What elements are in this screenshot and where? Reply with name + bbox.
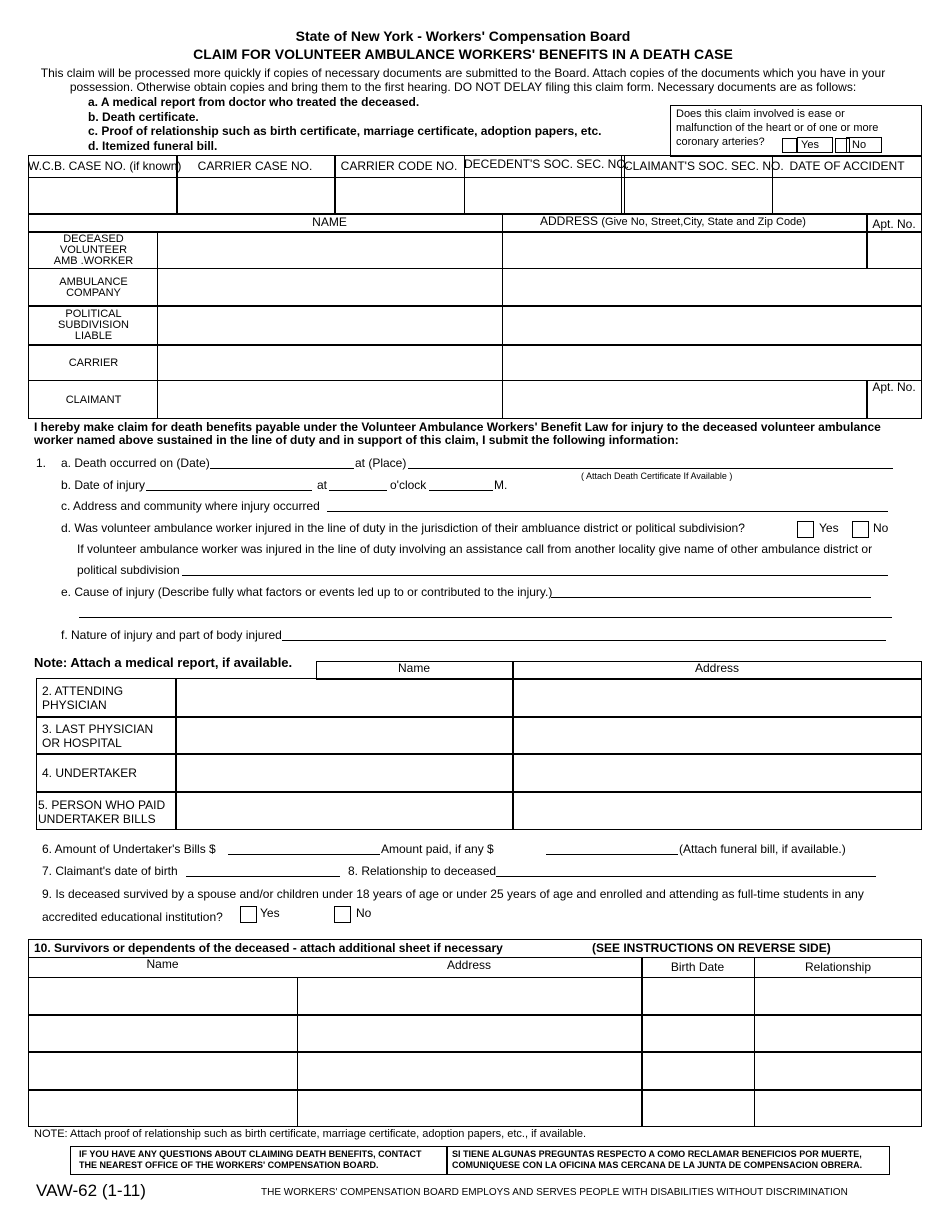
- attending-physician-address-input[interactable]: [515, 680, 921, 715]
- document-item-b: b. Death certificate.: [88, 110, 199, 124]
- person-paid-undertaker-label: 5. PERSON WHO PAID UNDERTAKER BILLS: [38, 797, 166, 826]
- survivor-2-name-input[interactable]: [30, 1016, 296, 1051]
- heart-yes-label: Yes: [801, 139, 819, 151]
- q1a-place-field[interactable]: [408, 468, 893, 469]
- attach-death-certificate-note: ( Attach Death Certificate If Available ): [581, 471, 733, 481]
- survivor-4-name-input[interactable]: [30, 1091, 296, 1126]
- q7-field[interactable]: [186, 876, 340, 877]
- claimant-ssn-input[interactable]: [626, 179, 771, 213]
- survivor-4-relationship-input[interactable]: [756, 1091, 921, 1126]
- document-item-a: a. A medical report from doctor who treated the deceased.: [88, 95, 420, 109]
- undertaker-label: 4. UNDERTAKER: [42, 766, 137, 780]
- q1d-no-checkbox[interactable]: [852, 521, 869, 538]
- contact-spanish-line-2: COMUNIQUESE CON LA OFICINA MAS CERCANA DE LA JUNTA DE COMPENSACION OBRERA.: [452, 1160, 863, 1170]
- undertaker-address-input[interactable]: [515, 755, 921, 790]
- q1e-field-1[interactable]: [551, 597, 871, 598]
- survivors-col-divider-3: [754, 957, 755, 1127]
- survivor-4-address-input[interactable]: [299, 1091, 640, 1126]
- survivors-col-divider-1: [297, 977, 298, 1127]
- survivors-birthdate-header: Birth Date: [670, 960, 725, 974]
- parties-address-hint: (Give No, Street,City, State and Zip Code): [601, 216, 806, 228]
- relationship-proof-note: NOTE: Attach proof of relationship such as birth certificate, marriage certificate, adoption papers, etc., if available.: [34, 1128, 587, 1140]
- q1c-field[interactable]: [327, 511, 888, 512]
- survivors-col-divider-2: [641, 957, 643, 1127]
- q1b-ampm-field[interactable]: [429, 490, 493, 491]
- survivors-name-header: Name: [146, 957, 179, 971]
- q1b-m-label: M.: [494, 478, 508, 492]
- survivor-1-relationship-input[interactable]: [756, 979, 921, 1014]
- q1b-at-label: at: [317, 478, 328, 492]
- medical-address-header: Address: [694, 661, 740, 675]
- survivor-2-address-input[interactable]: [299, 1016, 640, 1051]
- survivors-relationship-header: Relationship: [804, 960, 872, 974]
- survivor-2-relationship-input[interactable]: [756, 1016, 921, 1051]
- parties-address-header: [540, 214, 806, 228]
- claimant-ssn-header: CLAIMANT'S SOC. SEC. NO.: [624, 159, 784, 173]
- q1b-time-field[interactable]: [329, 490, 387, 491]
- q1f-field[interactable]: [282, 640, 886, 641]
- carrier-code-input[interactable]: [337, 179, 463, 213]
- q6-paid-field[interactable]: [546, 854, 678, 855]
- heart-question-line-2: malfunction of the heart or of one or more: [676, 122, 879, 134]
- wcb-case-header: W.C.B. CASE NO. (if known): [28, 159, 182, 173]
- q6-amount-label: 6. Amount of Undertaker's Bills $: [42, 842, 216, 856]
- survivors-title: 10. Survivors or dependents of the deceased - attach additional sheet if necessary: [34, 941, 503, 955]
- q1c-label: c. Address and community where injury occurred: [61, 499, 320, 513]
- contact-spanish-line-1: SI TIENE ALGUNAS PREGUNTAS RESPECTO A COMO RECLAMAR BENEFICIOS POR MUERTE,: [452, 1149, 862, 1159]
- q1a-date-field[interactable]: [210, 468, 354, 469]
- question-1-number: 1.: [36, 456, 47, 470]
- claimant-name-input[interactable]: [158, 381, 501, 419]
- wcb-case-input[interactable]: [30, 179, 175, 213]
- party-label-claimant: CLAIMANT: [65, 393, 122, 406]
- survivors-header-divider: [28, 977, 922, 978]
- deceased-address-input[interactable]: [503, 232, 865, 268]
- q7-label: 7. Claimant's date of birth: [42, 864, 178, 878]
- deceased-apt-input[interactable]: [868, 232, 921, 268]
- q1a-date-label: a. Death occurred on (Date): [61, 456, 210, 470]
- survivor-3-name-input[interactable]: [30, 1053, 296, 1089]
- ambulance-company-address-input[interactable]: [503, 270, 921, 305]
- heart-no-label: No: [852, 139, 867, 151]
- intro-line-2: possession. Otherwise obtain copies and bring them to the first hearing. DO NOT DELAY filing this claim form. Necessary documents are as follows:: [69, 80, 857, 94]
- last-physician-address-input[interactable]: [515, 718, 921, 752]
- intro-line-1: This claim will be processed more quickly if copies of necessary documents are submitted to the Board. Attach copies of the documents which you have in your: [40, 66, 886, 80]
- survivor-1-name-input[interactable]: [30, 979, 296, 1014]
- carrier-name-input[interactable]: [158, 346, 501, 380]
- survivor-2-birthdate-input[interactable]: [644, 1016, 753, 1051]
- q9-line-1: 9. Is deceased survived by a spouse and/or children under 18 years of age or under 25 years of age and enrolled and attending as full-time students in any: [42, 887, 864, 901]
- parties-row-divider-1: [28, 268, 922, 269]
- q6-paid-label: Amount paid, if any $: [381, 842, 494, 856]
- attending-physician-name-input[interactable]: [178, 680, 511, 715]
- carrier-case-header: CARRIER CASE NO.: [197, 159, 313, 173]
- contact-english-line-2: THE NEAREST OFFICE OF THE WORKERS' COMPENSATION BOARD.: [79, 1160, 379, 1170]
- carrier-code-header: CARRIER CODE NO.: [340, 159, 458, 173]
- survivor-1-address-input[interactable]: [299, 979, 640, 1014]
- q1d-yes-label: Yes: [819, 521, 839, 535]
- document-item-d: d. Itemized funeral bill.: [88, 139, 218, 153]
- q1d-no-label: No: [873, 521, 889, 535]
- party-label-political-subdivision: POLITICAL SUBDIVISION LIABLE: [58, 308, 129, 342]
- claim-statement-line-2: worker named above sustained in the line of duty and in support of this claim, I submit the following information:: [34, 433, 679, 447]
- q1b-oclock-label: o'clock: [390, 478, 427, 492]
- q1e-label: e. Cause of injury (Describe fully what factors or events led up to or contributed to the injury.): [61, 585, 553, 599]
- medical-report-note: Note: Attach a medical report, if available.: [34, 655, 293, 670]
- q1a-place-label: at (Place): [355, 456, 407, 470]
- q1d-yes-checkbox[interactable]: [797, 521, 814, 538]
- survivor-4-birthdate-input[interactable]: [644, 1091, 753, 1126]
- q8-field[interactable]: [496, 876, 876, 877]
- survivors-address-header: Address: [446, 958, 492, 972]
- survivors-instructions: (SEE INSTRUCTIONS ON REVERSE SIDE): [592, 941, 831, 955]
- medical-top-inner: [176, 678, 922, 679]
- q1b-date-field[interactable]: [146, 490, 312, 491]
- claim-statement-line-1: I hereby make claim for death benefits payable under the Volunteer Ambulance Workers' Benefit Law for injury to the deceased volunteer ambulance: [34, 420, 881, 434]
- document-item-c: c. Proof of relationship such as birth certificate, marriage certificate, adoption papers, etc.: [88, 124, 602, 138]
- last-physician-name-input[interactable]: [178, 718, 511, 752]
- q1d-label: d. Was volunteer ambulance worker injured in the line of duty in the jurisdiction of their ambluance district or political subdivision?: [61, 521, 745, 535]
- q6-attach-note: (Attach funeral bill, if available.): [679, 842, 846, 856]
- person-paid-address-input[interactable]: [515, 793, 921, 829]
- decedent-ssn-input[interactable]: [466, 179, 620, 213]
- claimant-address-input[interactable]: [503, 381, 865, 419]
- deceased-name-input[interactable]: [158, 232, 501, 268]
- party-label-deceased: DECEASED VOLUNTEER AMB .WORKER: [53, 232, 134, 267]
- q9-yes-checkbox[interactable]: [240, 906, 257, 923]
- survivor-3-address-input[interactable]: [299, 1053, 640, 1089]
- parties-apt-header: Apt. No.: [872, 217, 916, 231]
- form-id: VAW-62 (1-11): [36, 1181, 146, 1200]
- q1f-label: f. Nature of injury and part of body injured: [61, 628, 282, 642]
- q1e-field-2[interactable]: [79, 617, 892, 618]
- date-accident-header: DATE OF ACCIDENT: [789, 159, 905, 173]
- heart-yes-checkbox[interactable]: [782, 138, 797, 153]
- q8-label: 8. Relationship to deceased: [348, 864, 497, 878]
- parties-name-header: NAME: [312, 215, 347, 229]
- claimant-apt-header: Apt. No.: [872, 380, 916, 394]
- ambulance-company-name-input[interactable]: [158, 270, 501, 305]
- attending-physician-label: 2. ATTENDING PHYSICIAN: [42, 684, 124, 712]
- carrier-address-input[interactable]: [503, 346, 921, 380]
- survivor-3-birthdate-input[interactable]: [644, 1053, 753, 1089]
- carrier-case-input[interactable]: [178, 179, 333, 213]
- q9-line-2: accredited educational institution?: [42, 910, 223, 924]
- heart-question-line-1: Does this claim involved is ease or: [676, 108, 845, 120]
- q6-amount-field[interactable]: [228, 854, 380, 855]
- parties-address-label: ADDRESS: [540, 214, 599, 228]
- last-physician-label: 3. LAST PHYSICIAN OR HOSPITAL: [42, 721, 154, 750]
- claimant-apt-input[interactable]: [868, 394, 921, 419]
- q9-no-label: No: [356, 906, 372, 920]
- q1d-other-line-1: If volunteer ambulance worker was injured in the line of duty involving an assistance call from another locality give name of other ambulance district or: [77, 542, 873, 556]
- survivor-3-relationship-input[interactable]: [756, 1053, 921, 1089]
- case-header-divider: [28, 177, 922, 178]
- q1d-other-field[interactable]: [182, 575, 888, 576]
- decedent-ssn-header: DECEDENT'S SOC. SEC. NO.: [464, 157, 629, 171]
- form-title: CLAIM FOR VOLUNTEER AMBULANCE WORKERS' BENEFITS IN A DEATH CASE: [193, 46, 733, 62]
- political-subdivision-address-input[interactable]: [503, 307, 921, 344]
- q9-no-checkbox[interactable]: [334, 906, 351, 923]
- contact-box-divider: [446, 1146, 448, 1175]
- heart-question-line-3: coronary arteries?: [676, 136, 765, 148]
- person-paid-name-input[interactable]: [178, 793, 511, 829]
- q9-yes-label: Yes: [260, 906, 280, 920]
- undertaker-name-input[interactable]: [178, 755, 511, 790]
- survivor-1-birthdate-input[interactable]: [644, 979, 753, 1014]
- non-discrimination-statement: THE WORKERS' COMPENSATION BOARD EMPLOYS AND SERVES PEOPLE WITH DISABILITIES WITHOUT DISCRIMINATION: [261, 1187, 848, 1198]
- party-label-carrier: CARRIER: [68, 356, 119, 369]
- medical-name-header: Name: [397, 661, 430, 675]
- date-accident-input[interactable]: [774, 179, 921, 213]
- contact-english-line-1: IF YOU HAVE ANY QUESTIONS ABOUT CLAIMING DEATH BENEFITS, CONTACT: [79, 1149, 422, 1159]
- q1b-date-label: b. Date of injury: [61, 478, 146, 492]
- agency-heading: State of New York - Workers' Compensation Board: [295, 28, 631, 44]
- q1d-other-line-2: political subdivision: [77, 563, 180, 577]
- political-subdivision-name-input[interactable]: [158, 307, 501, 344]
- party-label-ambulance-company: AMBULANCE COMPANY: [59, 275, 128, 299]
